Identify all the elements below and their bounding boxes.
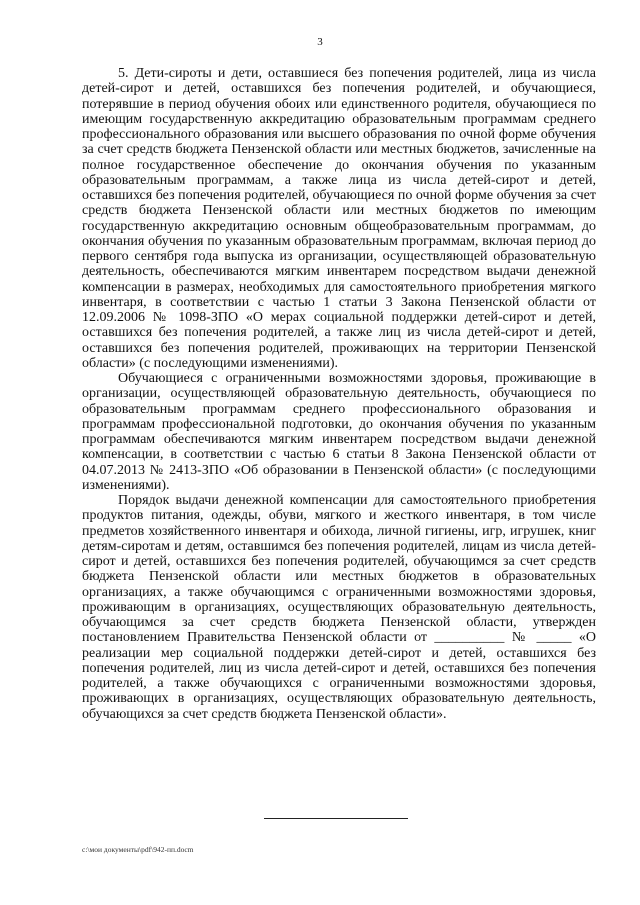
paragraph-disabled-students: Обучающиеся с ограниченными возможностями здоровья, проживающие в организации, осуществляющей образовательную деятельность, обучающиеся по образовательным программам среднего профессионального образования и программам профессиональной подготовки, до окончания обучения по указанным программам обеспечиваются мягким инвентарем посредством выдачи денежной компенсации, в соответствии с частью 6 статьи 8 Закона Пензенской области от 04.07.2013 № 2413-ЗПО «Об образовании в Пензенской области» (с последующими изменениями). [82,371,596,493]
document-body [82,66,596,722]
closing-divider-line [264,818,408,819]
paragraph-compensation-procedure: Порядок выдачи денежной компенсации для самостоятельного приобретения продуктов питания, одежды, обуви, мягкого и жесткого инвентаря, в том числе предметов хозяйственного инвентаря и обихода, личной гигиены, игр, игрушек, книг детям-сиротам и детям, оставшимся без попечения родителей, лицам из числа детей-сирот и детей, оставшихся без попечения родителей, обучающимся за счет средств бюджета Пензенской области или местных бюджетов в образовательных организациях, а также обучающимся с ограниченными возможностями здоровья, проживающим в организациях, осуществляющих образовательную деятельность, обучающимся за счет средств бюджета Пензенской области, утвержден постановлением Правительства Пензенской области от __________ № _____ «О реализации мер социальной поддержки детей-сирот и детей, оставшихся без попечения родителей, лиц из числа детей-сирот и детей, оставшихся без попечения родителей, а также обучающихся с ограниченными возможностями здоровья, проживающих в организациях, осуществляющих образовательную деятельность, обучающихся за счет средств бюджета Пензенской области». [82,493,596,722]
file-path-footer: c:\мои документы\pdf\942-пп.docm [82,845,194,854]
paragraph-orphans-soft-inventory: 5. Дети-сироты и дети, оставшиеся без попечения родителей, лица из числа детей-сирот и детей, оставшихся без попечения родителей, и обучающиеся, потерявшие в период обучения обоих или единственного родителя, обучающиеся по имеющим государственную аккредитацию образовательным программам среднего профессионального образования или высшего образования по очной форме обучения за счет средств бюджета Пензенской области или местных бюджетов, зачисленные на полное государственное обеспечение до окончания обучения по указанным образовательным программам, а также лица из числа детей-сирот и детей, оставшихся без попечения родителей, обучающиеся по очной форме обучения за счет средств бюджета Пензенской области или местных бюджетов по имеющим государственную аккредитацию основным общеобразовательным программам, до окончания обучения по указанным образовательным программам, включая период до первого сентября года выпуска из организации, осуществляющей образовательную деятельность, обеспечиваются мягким инвентарем посредством выдачи денежной компенсации в размерах, необходимых для самостоятельного приобретения мягкого инвентаря, в соответствии с частью 1 статьи 3 Закона Пензенской области от 12.09.2006 № 1098-ЗПО «О мерах социальной поддержки детей-сирот и детей, оставшихся без попечения родителей, а также лиц из числа детей-сирот и детей, оставшихся без попечения родителей, проживающих на территории Пензенской области» (с последующими изменениями). [82,66,596,371]
page-number: 3 [317,36,323,48]
